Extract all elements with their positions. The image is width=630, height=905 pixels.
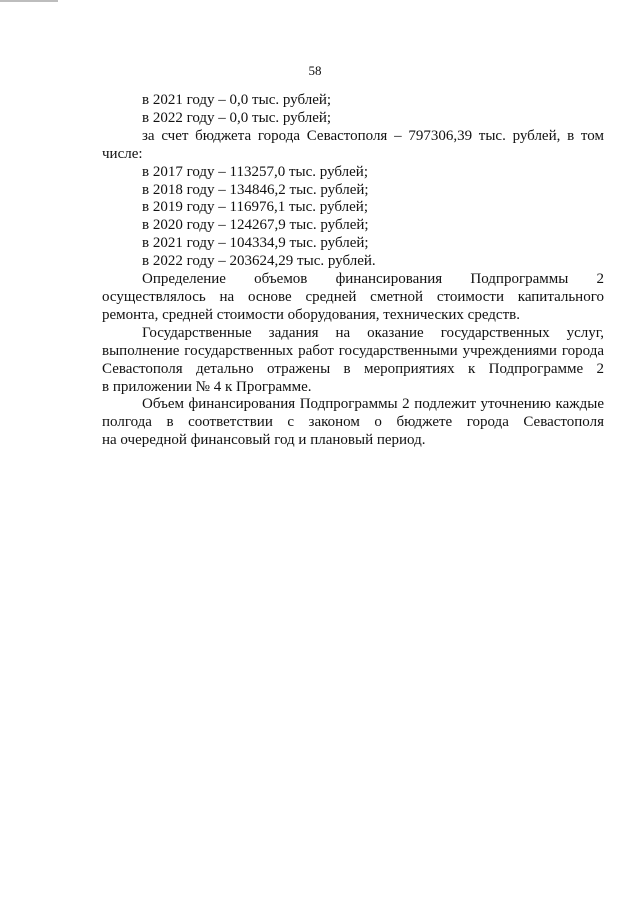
- paragraph-state-tasks-line-2: выполнение государственных работ государственными учреждениями города: [102, 342, 604, 359]
- paragraph-state-tasks-line-1: Государственные задания на оказание государственных услуг,: [142, 324, 604, 341]
- scan-edge-mark: [0, 0, 58, 2]
- text-line-including: числе:: [102, 145, 143, 162]
- paragraph-clarification-line-3: на очередной финансовый год и плановый период.: [102, 432, 426, 449]
- text-line-2021-city: в 2021 году – 104334,9 тыс. рублей;: [142, 235, 369, 252]
- paragraph-definition-line-1: Определение объемов финансирования Подпрограммы 2: [142, 271, 604, 288]
- text-line-2018-city: в 2018 году – 134846,2 тыс. рублей;: [142, 181, 369, 198]
- page-number: 58: [308, 63, 322, 78]
- paragraph-clarification-line-2: полгода в соответствии с законом о бюджете города Севастополя: [102, 414, 604, 431]
- text-line-2022-city: в 2022 году – 203624,29 тыс. рублей.: [142, 253, 376, 270]
- text-line-2019-city: в 2019 году – 116976,1 тыс. рублей;: [142, 199, 368, 216]
- paragraph-clarification-line-1: Объем финансирования Подпрограммы 2 подлежит уточнению каждые: [142, 396, 604, 413]
- paragraph-definition-line-3: ремонта, средней стоимости оборудования, технических средств.: [102, 306, 520, 323]
- text-line-2020-city: в 2020 году – 124267,9 тыс. рублей;: [142, 217, 369, 234]
- text-line-2021-other: в 2021 году – 0,0 тыс. рублей;: [142, 92, 332, 108]
- paragraph-state-tasks-line-3: Севастополя детально отражены в мероприятиях к Подпрограмме 2: [102, 360, 604, 377]
- text-line-2017-city: в 2017 году – 113257,0 тыс. рублей;: [142, 163, 368, 180]
- text-line-2022-other: в 2022 году – 0,0 тыс. рублей;: [142, 109, 332, 126]
- paragraph-state-tasks-line-4: в приложении № 4 к Программе.: [102, 378, 312, 395]
- document-text: [102, 92, 604, 450]
- paragraph-definition-line-2: осуществлялось на основе средней сметной стоимости капитального: [102, 288, 604, 305]
- text-line-city-budget: за счет бюджета города Севастополя – 797306,39 тыс. рублей, в том: [142, 127, 604, 144]
